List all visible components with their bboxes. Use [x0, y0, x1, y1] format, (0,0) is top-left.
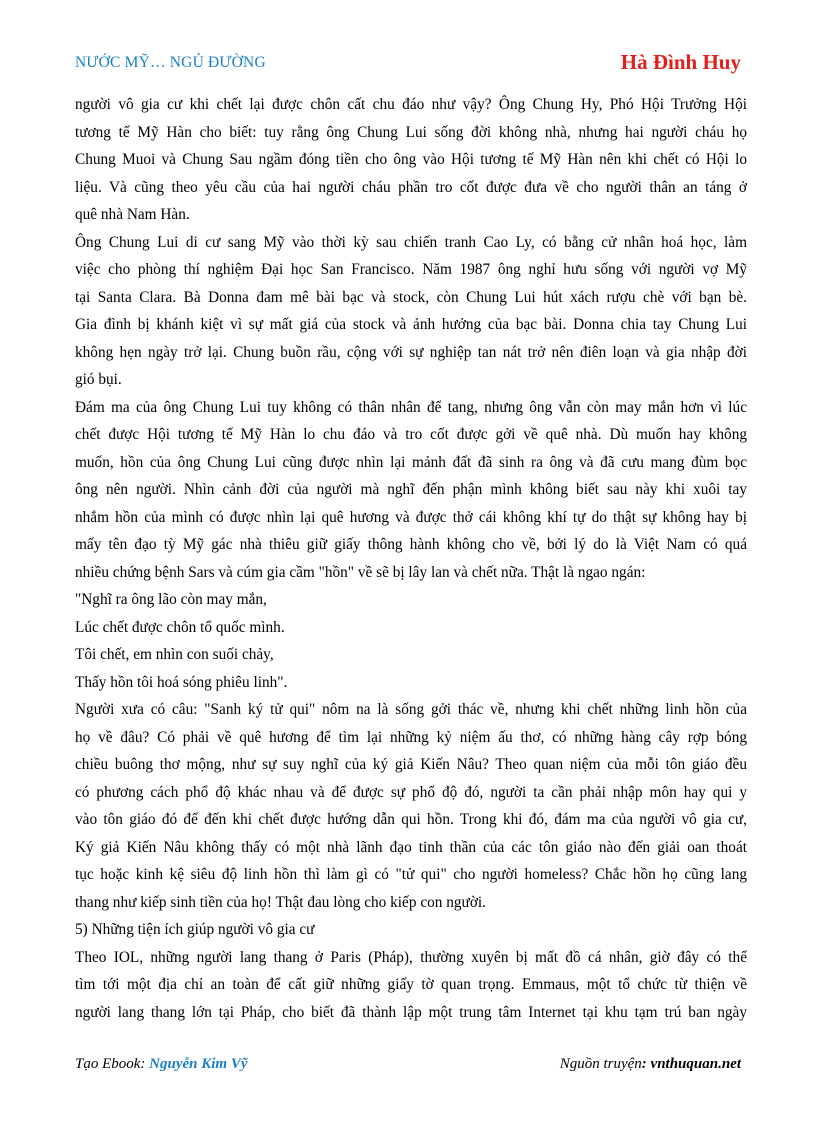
text-line: có phương cách phổ độ khác nhau và để được sự phổ độ đó, người ta cần phải nhập môn hay qui y	[75, 783, 747, 801]
text-line: việc cho phòng thí nghiệm Đại học San Francisco. Năm 1987 ông nghỉ hưu sống với người vợ Mỹ	[75, 261, 747, 278]
document-body	[75, 91, 747, 1026]
text-line: gió bụi.	[75, 371, 122, 388]
text-line: chiều buông thơ mộng, như sự suy nghĩ của ký giả Kiến Nâu? Theo quan niệm của mỗi tôn giáo đều	[75, 756, 747, 773]
ebook-separator: :	[140, 1056, 150, 1072]
text-line: chết được Hội tương tế Mỹ Hàn lo chu đáo và tro cốt được gởi về quê nhà. Dù muốn hay không	[75, 426, 747, 443]
poem-line: Thấy hồn tôi hoá sóng phiêu linh".	[75, 673, 288, 691]
text-line: người lang thang lớn tại Pháp, cho biết đã thành lập một trung tâm Internet tại khu tạm trú ban ngày	[75, 1003, 747, 1021]
text-line: không hẹn ngày trở lại. Chung buồn rầu, cộng với sự nghiệp tan nát trở nên điên loạn và gia nhập đời	[75, 343, 747, 361]
page-header	[75, 50, 741, 78]
page-footer	[75, 1056, 741, 1078]
text-line: ông nên người. Nhìn cảnh đời của người mà nghĩ đến phận mình không biết sau này khi xuôi tay	[75, 481, 747, 498]
text-line: Ông Chung Lui di cư sang Mỹ vào thời kỳ sau chiến tranh Cao Ly, có bằng cử nhân hoá học, làm	[75, 233, 747, 251]
ebook-credit	[75, 1056, 248, 1073]
source-label: Nguồn truyện	[559, 1056, 642, 1072]
ebook-creator-name: Nguyễn Kim Vỹ	[149, 1056, 248, 1072]
text-line: mấy tên đạo tỳ Mỹ gác nhà thiêu giữ giấy thông hành không cho về, bởi lý do là Việt Nam có quá	[75, 536, 747, 553]
author-name: Hà Đình Huy	[620, 50, 741, 74]
text-line: Theo IOL, những người lang thang ở Paris (Pháp), thường xuyên bị mất đồ cá nhân, giờ đây có thể	[75, 948, 747, 966]
text-line: vào tôn giáo đó để đến khi chết được hướng dẫn qui hồn. Trong khi đó, đám ma của người vô gia cư,	[75, 811, 747, 828]
source-credit	[560, 1056, 741, 1073]
source-site: vnthuquan.net	[650, 1056, 741, 1072]
text-line: nhắm hồn của mình có được nhìn lại quê hương và được thở cái không khí tự do thật sự không hay bị	[75, 508, 747, 526]
text-line: Đám ma của ông Chung Lui tuy không có thân nhân để tang, nhưng ông vẫn còn may mắn hơn vì lúc	[75, 398, 747, 416]
source-separator: :	[641, 1056, 651, 1072]
text-line: tìm tới một địa chỉ an toàn để cất giữ những giấy tờ quan trọng. Emmaus, một tổ chức từ thiện về	[75, 976, 747, 993]
text-line: họ về đâu? Có phải về quê hương để tìm lại những kỷ niệm ấu thơ, có những hàng cây rợp bóng	[75, 728, 747, 746]
section-heading: 5) Những tiện ích giúp người vô gia cư	[75, 921, 315, 938]
text-line: Gia đình bị khánh kiệt vì sự mất giá của stock và ảnh hưởng của bạc bài. Donna chia tay Chung Lui	[75, 316, 747, 333]
text-line: Chung Muoi và Chung Sau ngầm đóng tiền cho ông vào Hội tương tế Mỹ Hàn nên khi chết có Hội lo	[75, 151, 747, 168]
book-title: NƯỚC MỸ… NGỦ ĐƯỜNG	[75, 54, 266, 71]
ebook-label: Tạo Ebook	[75, 1056, 141, 1072]
text-line: tại Santa Clara. Bà Donna đam mê bài bạc và stock, còn Chung Lui hút xách rượu chè với bạn bè.	[75, 288, 747, 306]
text-line: tục hoặc kinh kệ siêu độ linh hồn thì làm gì có "tử qui" cho người homeless? Chắc hồn họ cũng lang	[75, 866, 747, 883]
text-line: tương tế Mỹ Hàn cho biết: tuy rằng ông Chung Lui sống đời không nhà, nhưng hai người cháu họ	[75, 123, 747, 141]
poem-line: Lúc chết được chôn tổ quốc mình.	[75, 618, 285, 636]
text-line: liệu. Và cũng theo yêu cầu của hai người cháu phần tro cốt được đưa về cho người thân an táng ở	[75, 178, 747, 196]
text-line: Ký giả Kiến Nâu không thấy có một nhà lãnh đạo tinh thần của các tôn giáo nào đến giải oan thoát	[75, 838, 747, 856]
text-line: muốn, hồn của ông Chung Lui cũng được nhìn lại mảnh đất đã sinh ra ông và đã cưu mang đùm bọc	[75, 453, 747, 471]
text-line: thang như kiếp sinh tiền của họ! Thật đau lòng cho kiếp con người.	[75, 893, 486, 911]
poem-line: Tôi chết, em nhìn con suối chảy,	[75, 646, 274, 663]
text-line: Người xưa có câu: "Sanh ký tử qui" nôm na là sống gởi thác về, nhưng khi chết những linh hồn của	[75, 701, 747, 718]
text-line: người vô gia cư khi chết lại được chôn cất chu đáo như vậy? Ông Chung Hy, Phó Hội Trưởng Hội	[75, 96, 747, 113]
poem-line: "Nghĩ ra ông lão còn may mắn,	[75, 591, 267, 608]
text-line: quê nhà Nam Hàn.	[75, 206, 190, 223]
text-line: nhiều chứng bệnh Sars và cúm gia cầm "hồn" về sẽ bị lây lan và chết nữa. Thật là ngao ngán:	[75, 563, 646, 581]
